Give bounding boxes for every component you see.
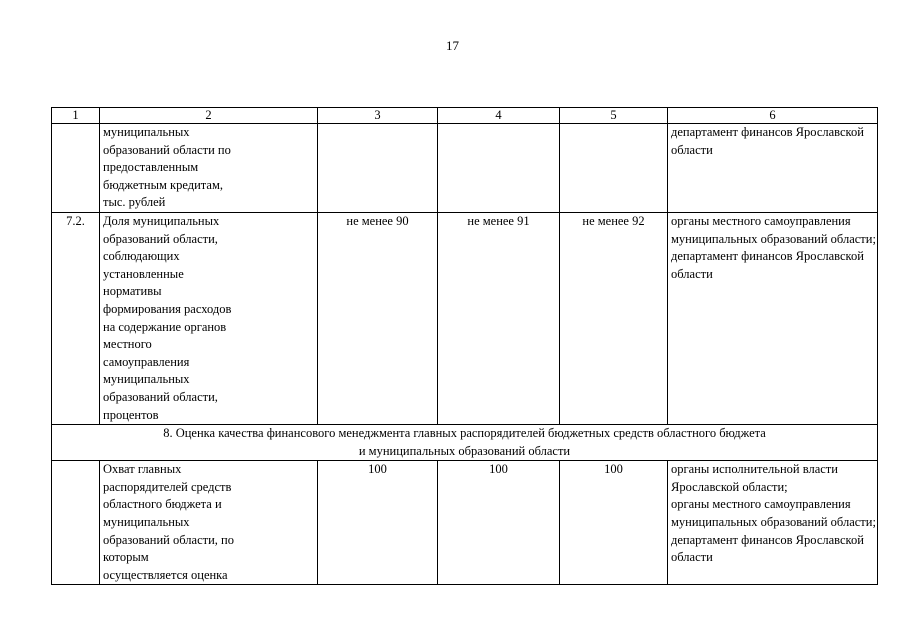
value-cell bbox=[560, 124, 668, 213]
indicator-cell bbox=[100, 461, 318, 585]
indicator-text: бюджетным кредитам, bbox=[103, 177, 223, 192]
value-cell: 100 bbox=[560, 461, 668, 585]
responsible-text: муниципальных образований области; bbox=[671, 515, 876, 530]
indicator-text: нормативы bbox=[103, 284, 162, 299]
row-number bbox=[52, 124, 100, 213]
row-number bbox=[52, 461, 100, 585]
indicators-table bbox=[51, 107, 878, 585]
indicator-text: тыс. рублей bbox=[103, 195, 166, 210]
indicator-text: предоставленным bbox=[103, 160, 199, 175]
indicator-text: распорядителей средств bbox=[103, 479, 232, 494]
responsible-text: департамент финансов Ярославской bbox=[671, 125, 864, 139]
indicator-text: Доля муниципальных bbox=[103, 213, 220, 228]
value-cell: не менее 91 bbox=[438, 212, 560, 424]
responsible-cell bbox=[668, 212, 878, 424]
column-header: 2 bbox=[100, 108, 318, 124]
table-row bbox=[52, 461, 878, 585]
value-cell bbox=[318, 124, 438, 213]
value-cell bbox=[438, 124, 560, 213]
indicator-text: на содержание органов bbox=[103, 319, 227, 334]
indicator-text: областного бюджета и bbox=[103, 497, 222, 512]
table-row bbox=[52, 124, 878, 213]
responsible-text: области bbox=[671, 266, 713, 281]
responsible-text: области bbox=[671, 142, 713, 157]
responsible-text: департамент финансов Ярославской bbox=[671, 249, 864, 264]
responsible-text: органы исполнительной власти bbox=[671, 462, 838, 477]
column-header: 6 bbox=[668, 108, 878, 124]
indicator-text: образований области, bbox=[103, 389, 218, 404]
table-header-row bbox=[52, 108, 878, 124]
page-number: 17 bbox=[446, 38, 459, 53]
indicator-cell bbox=[100, 212, 318, 424]
section-heading bbox=[52, 425, 878, 461]
responsible-cell bbox=[668, 124, 878, 213]
indicator-text: образований области по bbox=[103, 142, 231, 157]
indicator-text: образований области, bbox=[103, 231, 218, 246]
value-cell: не менее 92 bbox=[560, 212, 668, 424]
value-cell: 100 bbox=[318, 461, 438, 585]
column-header: 1 bbox=[52, 108, 100, 124]
row-number: 7.2. bbox=[52, 212, 100, 424]
indicator-text: соблюдающих bbox=[103, 249, 180, 264]
value-cell: не менее 90 bbox=[318, 212, 438, 424]
indicator-text: осуществляется оценка bbox=[103, 567, 228, 582]
indicator-text: Охват главных bbox=[103, 462, 182, 477]
indicator-text: формирования расходов bbox=[103, 301, 232, 316]
indicator-text: процентов bbox=[103, 407, 159, 422]
section-row bbox=[52, 425, 878, 461]
column-header: 4 bbox=[438, 108, 560, 124]
indicator-cell bbox=[100, 124, 318, 213]
indicator-text: местного bbox=[103, 337, 152, 352]
section-heading-text: 8. Оценка качества финансового менеджмента главных распорядителей бюджетных средств областного бюджета bbox=[163, 426, 766, 441]
section-heading-text: и муниципальных образований области bbox=[358, 443, 571, 458]
indicator-text: муниципальных bbox=[103, 125, 190, 139]
responsible-text: муниципальных образований области; bbox=[671, 231, 876, 246]
indicator-text: муниципальных bbox=[103, 515, 190, 530]
indicator-text: муниципальных bbox=[103, 372, 190, 387]
column-header: 5 bbox=[560, 108, 668, 124]
indicator-text: образований области, по bbox=[103, 532, 234, 547]
responsible-text: органы местного самоуправления bbox=[671, 213, 851, 228]
indicator-text: установленные bbox=[103, 266, 184, 281]
indicator-text: которым bbox=[103, 550, 149, 565]
responsible-text: департамент финансов Ярославской bbox=[671, 532, 864, 547]
column-header: 3 bbox=[318, 108, 438, 124]
responsible-cell bbox=[668, 461, 878, 585]
value-cell: 100 bbox=[438, 461, 560, 585]
responsible-text: органы местного самоуправления bbox=[671, 497, 851, 512]
responsible-text: Ярославской области; bbox=[671, 479, 788, 494]
indicator-text: самоуправления bbox=[103, 354, 190, 369]
table-row bbox=[52, 212, 878, 424]
responsible-text: области bbox=[671, 550, 713, 565]
